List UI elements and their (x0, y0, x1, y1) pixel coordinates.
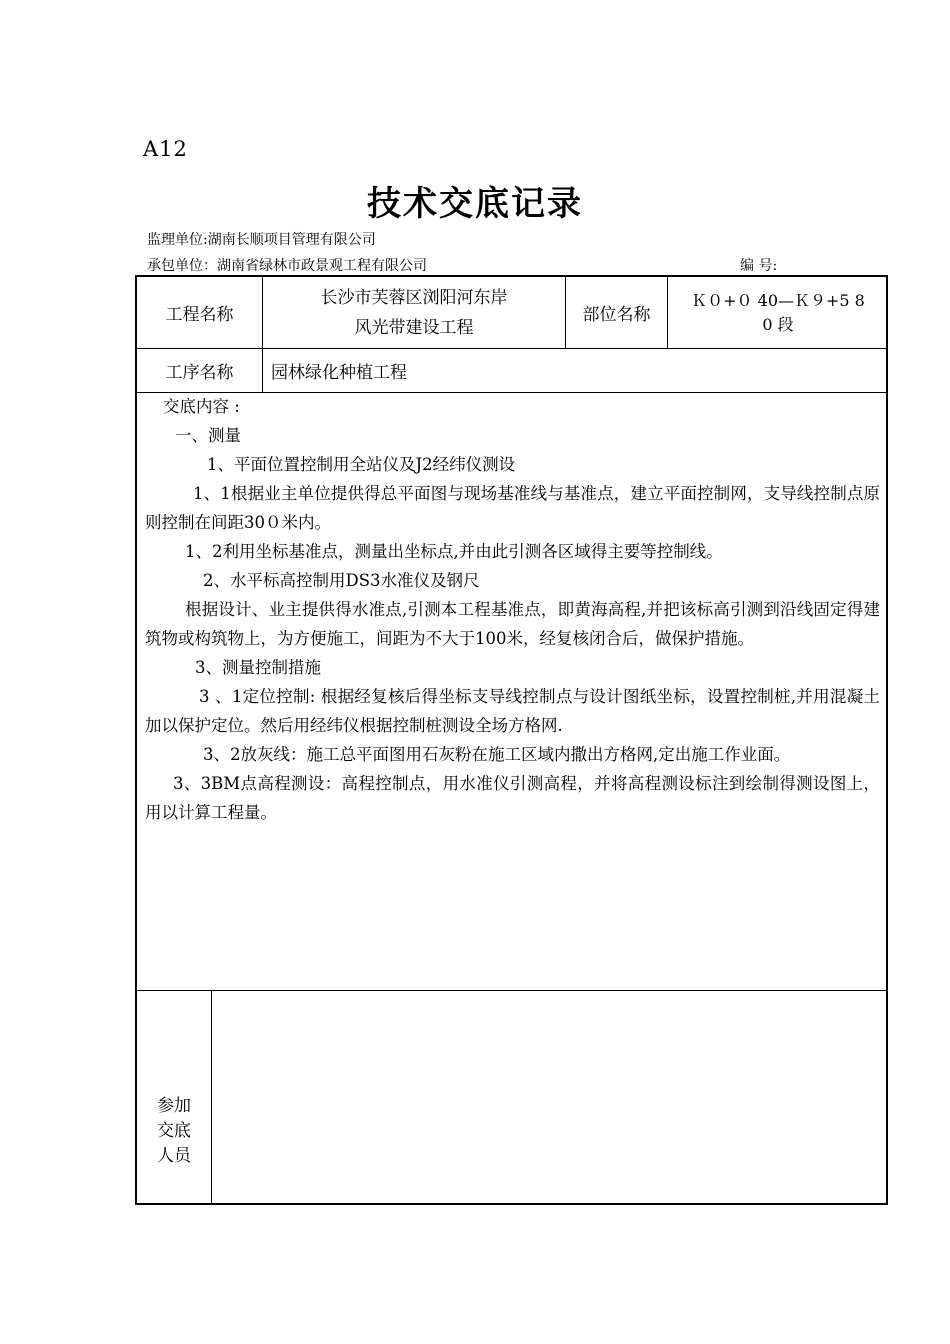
part-name-line: 0 段 (762, 314, 794, 334)
document-title: 技术交底记录 (367, 184, 583, 224)
content-line: 一、测量 (175, 426, 241, 445)
project-name-value (263, 277, 565, 348)
part-name-label: 部位名称 (582, 305, 651, 325)
supervisor-unit: 监理单位:湖南长顺项目管理有限公司 (147, 232, 376, 248)
document-code: A12 (143, 137, 188, 161)
content-line: 3、测量控制措施 (195, 658, 321, 677)
content-line: 1、2利用坐标基准点，测量出坐标点,并由此引测各区域得主要等控制线。 (185, 542, 723, 561)
content-line: 1、1根据业主单位提供得总平面图与现场基准线与基准点，建立平面控制网，支导线控制点原则控制在间距30０米内。 (145, 484, 880, 532)
part-name-line: Ｋ０+０ 40—Ｋ９+5 8 (691, 290, 865, 310)
content-label: 交底内容 : (163, 397, 240, 416)
content-line: 3 、1定位控制: 根据经复核后得坐标支导线控制点与设计图纸坐标，设置控制桩,并用混凝土加以保护定位。然后用经纬仪根据控制桩测设全场方格网. (145, 687, 880, 735)
part-name-value (668, 277, 888, 348)
content-line: 2、水平标高控制用DS3水准仪及钢尺 (203, 571, 480, 590)
content-line: 根据设计、业主提供得水准点,引测本工程基准点，即黄海高程,并把该标高引测到沿线固定得建筑物或构筑物上，为方便施工，间距为不大于100米，经复核闭合后，做保护措施。 (145, 600, 880, 648)
participants-field[interactable] (212, 991, 886, 1203)
process-name-label: 工序名称 (165, 363, 234, 383)
serial-number-label: 编 号: (740, 258, 778, 274)
content-line: 3、3BM点高程测设：高程控制点，用水准仪引测高程，并将高程测设标注到绘制得测设图上，用以计算工程量。 (145, 774, 880, 822)
project-name-line: 风光带建设工程 (354, 317, 474, 338)
disclosure-content (145, 392, 880, 827)
project-name-label: 工程名称 (165, 305, 234, 325)
participants-label (137, 1057, 211, 1205)
content-line: 1、平面位置控制用全站仪及J2经纬仪测设 (207, 455, 516, 474)
disclosure-form-table (135, 275, 888, 1205)
participants-label-text: 参加交底人员 (156, 1095, 191, 1166)
project-name-line: 长沙市芙蓉区浏阳河东岸 (320, 287, 508, 308)
contractor-unit: 承包单位：湖南省绿林市政景观工程有限公司 (147, 258, 427, 274)
process-name-value: 园林绿化种植工程 (271, 363, 407, 383)
content-line: 3、2放灰线：施工总平面图用石灰粉在施工区域内撒出方格网,定出施工作业面。 (203, 745, 791, 764)
